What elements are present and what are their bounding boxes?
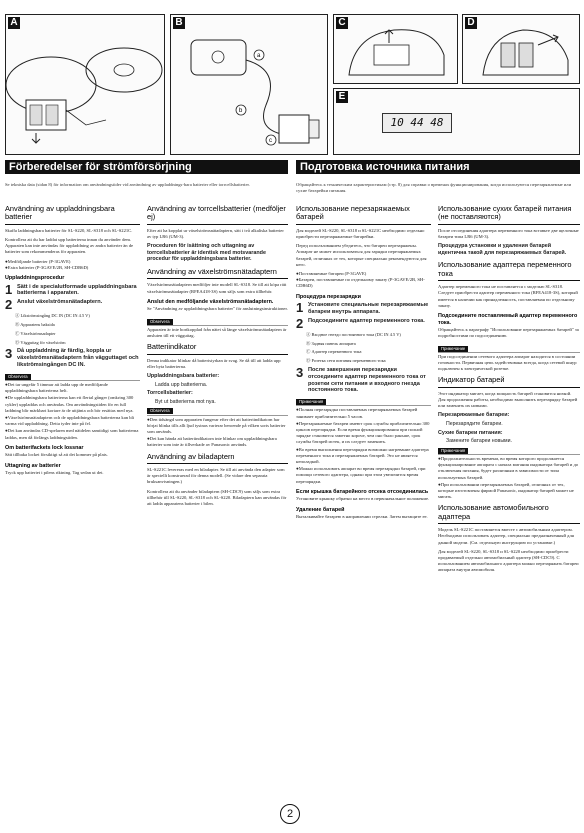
sub-item: Ⓓ Vägguttag för växelström [15, 339, 66, 345]
text: Для моделей SL-S220, SL-S318 и SL-S220 необходимо приобрести продаваемый отдельно автомобильный адаптер (SH-CDC9). С использованием автомобильного адаптера можно перезаряжать батареи аппарата внутри автомобиля. [438, 548, 579, 573]
note-item: ●Det kan användas CD-spelaren med nätdelen samtidigt som batterierna laddas, men då förlängs laddningstiden. [5, 428, 139, 440]
battery-lid-illustration [334, 15, 457, 83]
figure-c-label: C [336, 17, 348, 29]
text: Модель SL-S221C поставляется вместе с автомобильным адаптером. Необходимо использовать адаптер, специально предназначенный для данной модели. (См. отдельную инструкцию по установке.) [438, 527, 574, 545]
note-item: ●Продолжительность времени, во время которого продолжается функционирование аппарата с начала мигания индикатора батарей и до отключения питания, будет различным в зависимости от типа используемых батарей. [438, 456, 579, 480]
heading-dry-batteries: Användning av torrcellsbatterier (medföljer ej) [147, 205, 288, 225]
note-box [438, 352, 580, 373]
step-number: 3 [5, 346, 13, 362]
label: Сухие батареи питания: [438, 429, 503, 436]
sub-item: Ⓓ Розетка сети питания переменного тока [306, 358, 386, 364]
label: Torrcellsbatterier: [147, 390, 193, 397]
figure-a [5, 14, 165, 155]
note-item: ●Växelströmsnätadaptern och de uppladdningsbara batterierna kan bli varma vid uppladdning. Detta tyder inte på fel. [5, 415, 135, 427]
figure-e [333, 88, 580, 155]
heading-rechargeable-ru: Использование перезаряжаемых батарей [296, 205, 431, 225]
text: Kontrollera att du har laddat upp batterierna innan du använder dem. Apparaten kan inte användas för uppladdning av andra batterier än de batterier som rekommenderas för apparaten. [5, 237, 134, 255]
note-item: ●Можно использовать аппарат во время перезарядки батарей, при помощи сетевого адаптера, однако при этом увеличится время перезарядки. [296, 466, 426, 484]
heading-remove: Uttagning av batterier [5, 462, 61, 469]
note-box [147, 325, 288, 339]
label: Перезаряжаемые батареи: [438, 412, 510, 419]
text: Kontrollera att du använder biladaptern (SH-CDC9) som säljs som extra tillbehör till SL-S220, SL-S318 och SL-S220. Biladaptern kan användas för att ladda apparatens batterier i bilen. [147, 488, 287, 507]
text: Установите крышку обратно на место в первоначальное положение. [296, 496, 430, 502]
text: Sätt tillbaka locket försiktigt så att det kommer på plats. [5, 452, 108, 458]
sub-item: Ⓐ Входное гнездо постоянного тока (DC IN 4.5 V) [306, 331, 401, 337]
sub-item: Ⓐ Likströmsingång DC IN (DC IN 4.5 V) [15, 313, 90, 319]
callout-b: b [239, 108, 243, 114]
bold-text: Proceduren för isättning och uttagning av torrcellsbatterier är identisk med motsvarande procedur för uppladdningsbara batterier. [147, 243, 266, 263]
heading-car-adapter: Användning av biladaptern [147, 453, 288, 464]
text: Обращайтесь к параграфу "Использование перезаряжаемых батарей" за подробностями по подсоединению. [438, 327, 579, 339]
page-number: 2 [280, 804, 300, 824]
heading-indicator-ru: Индикатор батарей [438, 376, 580, 387]
note-item: ●Den tidsängd som apparaten fungerar efter det att batteriindikatorn har börjat blinka tills allt ljud tystnas varierar beroende på vilken sorts batterier som används. [147, 416, 286, 435]
value: Перезарядите батареи. [446, 421, 503, 428]
value: Byt ut batterierna mot nya. [155, 398, 216, 405]
value: Замените батареи новыми. [446, 438, 512, 445]
note-tag: Observera [147, 408, 173, 414]
step-number: 3 [296, 365, 304, 381]
sub-item: Ⓒ Адаптер переменного тока [306, 349, 362, 355]
figure-e-label: E [336, 91, 348, 103]
step-text: Då uppladdning är färdig, koppla ur växelströmsnätadaptern från vägguttaget och likströmsingången DC IN. [17, 348, 139, 368]
text: После отсоединения адаптера переменного тока вставьте две щелочные батареи типа LR6 (UM-3). [438, 227, 579, 240]
step-2 [5, 299, 140, 311]
step-number: 1 [5, 281, 13, 297]
text: Tryck upp batteriet i pilens riktning. Tag sedan ut det. [5, 470, 104, 476]
note-tag: Observera [5, 374, 31, 380]
note-item: При подсоединении сетевого адаптера аппарат находится в состоянии готовности. Первичная цепь задействована всегда, когда сетевой шнур подключен к электрической розетке. [438, 353, 577, 372]
sub-item: Ⓒ Växelströmsadapter [15, 330, 56, 336]
heading-connect-ru: Подсоедините поставляемый адаптер переменного тока. [438, 313, 578, 326]
text: Växelströmsnätadaptern medföljer inte modell SL-S318. Se till att köpa rätt växelströmsnätadapter (RFEA418-3S) som säljs som extra tillbehör. [147, 282, 287, 294]
note-item: ●Во время выполнения перезарядки возможно нагревание адаптера переменного тока и перезаряжаемых батарей. Это не является неполадкой. [296, 446, 429, 465]
heading-ac-adapter: Användning av växelströmsnätadaptern [147, 268, 288, 279]
note-item: ●При использовании перезаряжаемых батарей, отличных от тех, которые изготовлены фирмой Panasonic, индикатор батарей может не мигать. [438, 481, 574, 500]
text: Перед использованием убедитесь, что батареи перезаряжены. Аппарат не может использоваться для зарядки перезаряжаемых батарей, отличных от тех, которые специально рекомендуются для него. [296, 243, 427, 267]
label: Uppladdningsbara batterier: [147, 373, 220, 380]
text: SL-S221C levereras med en biladapter. Se till att använda den adapter som är speciellt konstruerad för denna modell. (Se vidare den separata bruksanvisningen.) [147, 467, 285, 485]
note-item: ●De uppladdningsbara batterierna kan ett flertal gånger (omkring 300 cykler) uppladdas och användas. Om användningstiden för en full laddning blir märkbart kortare är de uttjänta och bör ersättas med nya. [5, 395, 134, 413]
text: Skaffa laddningsbara batterier för SL-S220, SL-S318 och SL-S221C. [5, 227, 133, 233]
figure-a-label: A [8, 17, 20, 29]
banner-russian: Подготовка источника питания [296, 160, 580, 174]
callout-a: a [257, 53, 261, 59]
text: Для моделей SL-S220, SL-S318 и SL-S221C необходимо отдельно приобрести перезаряжаемые батарейки. [296, 227, 425, 240]
heading-procedure-ru: Процедура перезарядки [296, 293, 361, 300]
text: Адаптер переменного тока не поставляется с моделью SL-S318. Следует приобрести адаптер переменного тока (RFEA418-3S), который имеется в наличии как принадлежность, поставляемая по отдельному заказу. [438, 284, 578, 308]
heading-car-ru: Использование автомобильного адаптера [438, 504, 580, 524]
step-text: Sätt i de specialutformade uppladdningsbara batterierna i apparaten. [17, 283, 137, 297]
note-tag: Примечания [438, 448, 468, 454]
note-item: ●Det kan hända att batteriindikatorn inte blinkar om uppladdningsbara batterier som inte är tillverkade av Panasonic används. [147, 436, 277, 448]
note-box [438, 454, 580, 500]
column-swedish-1 [5, 205, 140, 479]
heading-rechargeable: Användning av uppladdningsbara batterier [5, 205, 140, 225]
note-item: Apparaten är inte bortkopplad från nätet så länge växelströmsnätadaptern är ansluten till ett vägguttag. [147, 326, 287, 339]
note-tag: Примечания [296, 399, 326, 405]
text: Se "Användning av uppladdningsbara batterier" för anslutningsinstruktioner. [147, 306, 288, 312]
heading-remove-ru: Удаление батарей [296, 506, 345, 513]
player-open-illustration [6, 15, 164, 154]
banner-swedish: Förberedelser för strömförsörjning [5, 160, 288, 174]
figure-d-label: D [465, 17, 477, 29]
sub-item: Ⓑ Apparatens baksida [15, 322, 55, 328]
text: Выталкивайте батарею в направлении стрелки. Затем вытащите ее. [296, 514, 428, 520]
heading-battery-indicator: Batteriindikator [147, 343, 288, 354]
text: Efter att ha kopplat ur växelströmsnätadaptern, sätt i två alkaliska batterier av typ LR6 (UM-3). [147, 227, 284, 240]
list-item: ●Батареи, поставляемые по отдельному заказу (P-3GAVE/2B, SH-CDB6D) [296, 277, 425, 289]
note-tag: Примечание [438, 346, 468, 352]
heading-lid: Om batterifackets lock lossnar [5, 444, 84, 451]
step-number: 2 [5, 297, 13, 313]
note-tag: Observera [147, 319, 173, 325]
step-text: После завершения перезарядки отсоедините адаптер переменного тока от розетки сети питания и входного гнезда постоянного тока. [308, 367, 426, 394]
note-item: ●Det tar ungefär 5 timmar att ladda upp de medföljande uppladdningsbara batterierna helt. [5, 382, 108, 394]
step-text: Установите специальные перезаряжаемые батареи внутрь аппарата. [308, 302, 429, 316]
step-3-ru [296, 367, 431, 394]
note-box [296, 405, 431, 484]
heading-dry-ru: Использование сухих батарей питания (не поставляются) [438, 205, 580, 225]
column-russian-2 [438, 205, 580, 577]
value: Ladda upp batterierna. [155, 381, 208, 388]
figure-d [462, 14, 580, 84]
text: Denna indikator blinkar då batteristyrkan är svag. Se då till att ladda upp eller byta batterierna. [147, 357, 281, 369]
heading-procedure: Uppladdningsprocedur [5, 275, 65, 282]
figure-b [170, 14, 328, 155]
note-box [5, 380, 140, 441]
column-swedish-2 [147, 205, 288, 510]
text: Этот индикатор мигает, когда мощность батарей становится низкой. Для продолжения работы, необходимо выполнить перезарядку батарей или заменить их новыми. [438, 390, 578, 409]
step-number: 2 [296, 315, 304, 331]
list-item: ●Extra batterier (P-3GAVE/2B, SH-CDB6D) [5, 264, 89, 270]
callout-c: c [269, 138, 272, 144]
sub-item: Ⓑ Задняя панель аппарата [306, 340, 356, 346]
step-text: Anslut växelströmsnätadaptern. [17, 299, 103, 306]
intro-russian: Обращайтесь к техническим характеристикам (стр. 8) для справки о временах функционирования, когда используются перезаряжаемые или сухие батарейки питания. [296, 182, 572, 194]
step-text: Подсоедините адаптер переменного тока. [308, 317, 425, 324]
step-1-ru [296, 302, 431, 316]
heading-connect: Anslut den medföljande växelströmsnätadaptern. [147, 298, 274, 305]
list-item: ●Поставляемые батареи (P-3GAVE) [296, 271, 367, 277]
note-item: ●Перезаряжаемые батареи имеют срок службы приблизительно 300 циклов перезарядки. Если время функционирования при полной зарядке становится заметно короче, чем оно было раньше, срок службы батарей истек, и их следует заменить. [296, 420, 430, 445]
lcd-battery-indicator: 10 44 48 [382, 113, 452, 133]
heading-ac-ru: Использование адаптера переменного тока [438, 261, 580, 281]
bold-text: Процедура установки и удаления батарей идентична такой для перезаряжаемых батарей. [438, 243, 567, 256]
note-box [147, 415, 288, 449]
step-2-ru [296, 315, 431, 331]
step-number: 1 [296, 300, 304, 316]
step-1 [5, 281, 140, 298]
battery-removal-illustration [463, 15, 579, 83]
step-3 [5, 348, 140, 368]
figure-c [333, 14, 458, 84]
intro-swedish: Se tekniska data (sidan 8) för information om användningstider vid användning av uppladdnings-bara batterier eller torrcellsbatterier. [5, 182, 250, 187]
figure-b-label: B [173, 17, 185, 29]
ac-adapter-connection-illustration [171, 15, 327, 154]
note-item: ●Полная перезарядка поставляемых перезаряжаемых батарей занимает приблизительно 5 часов. [296, 407, 418, 419]
column-russian-1 [296, 205, 431, 523]
heading-lid-ru: Если крышка батарейного отсека отсоединилась [296, 488, 429, 495]
list-item: ●Medföljande batterier (P-3GAVE) [5, 258, 71, 264]
